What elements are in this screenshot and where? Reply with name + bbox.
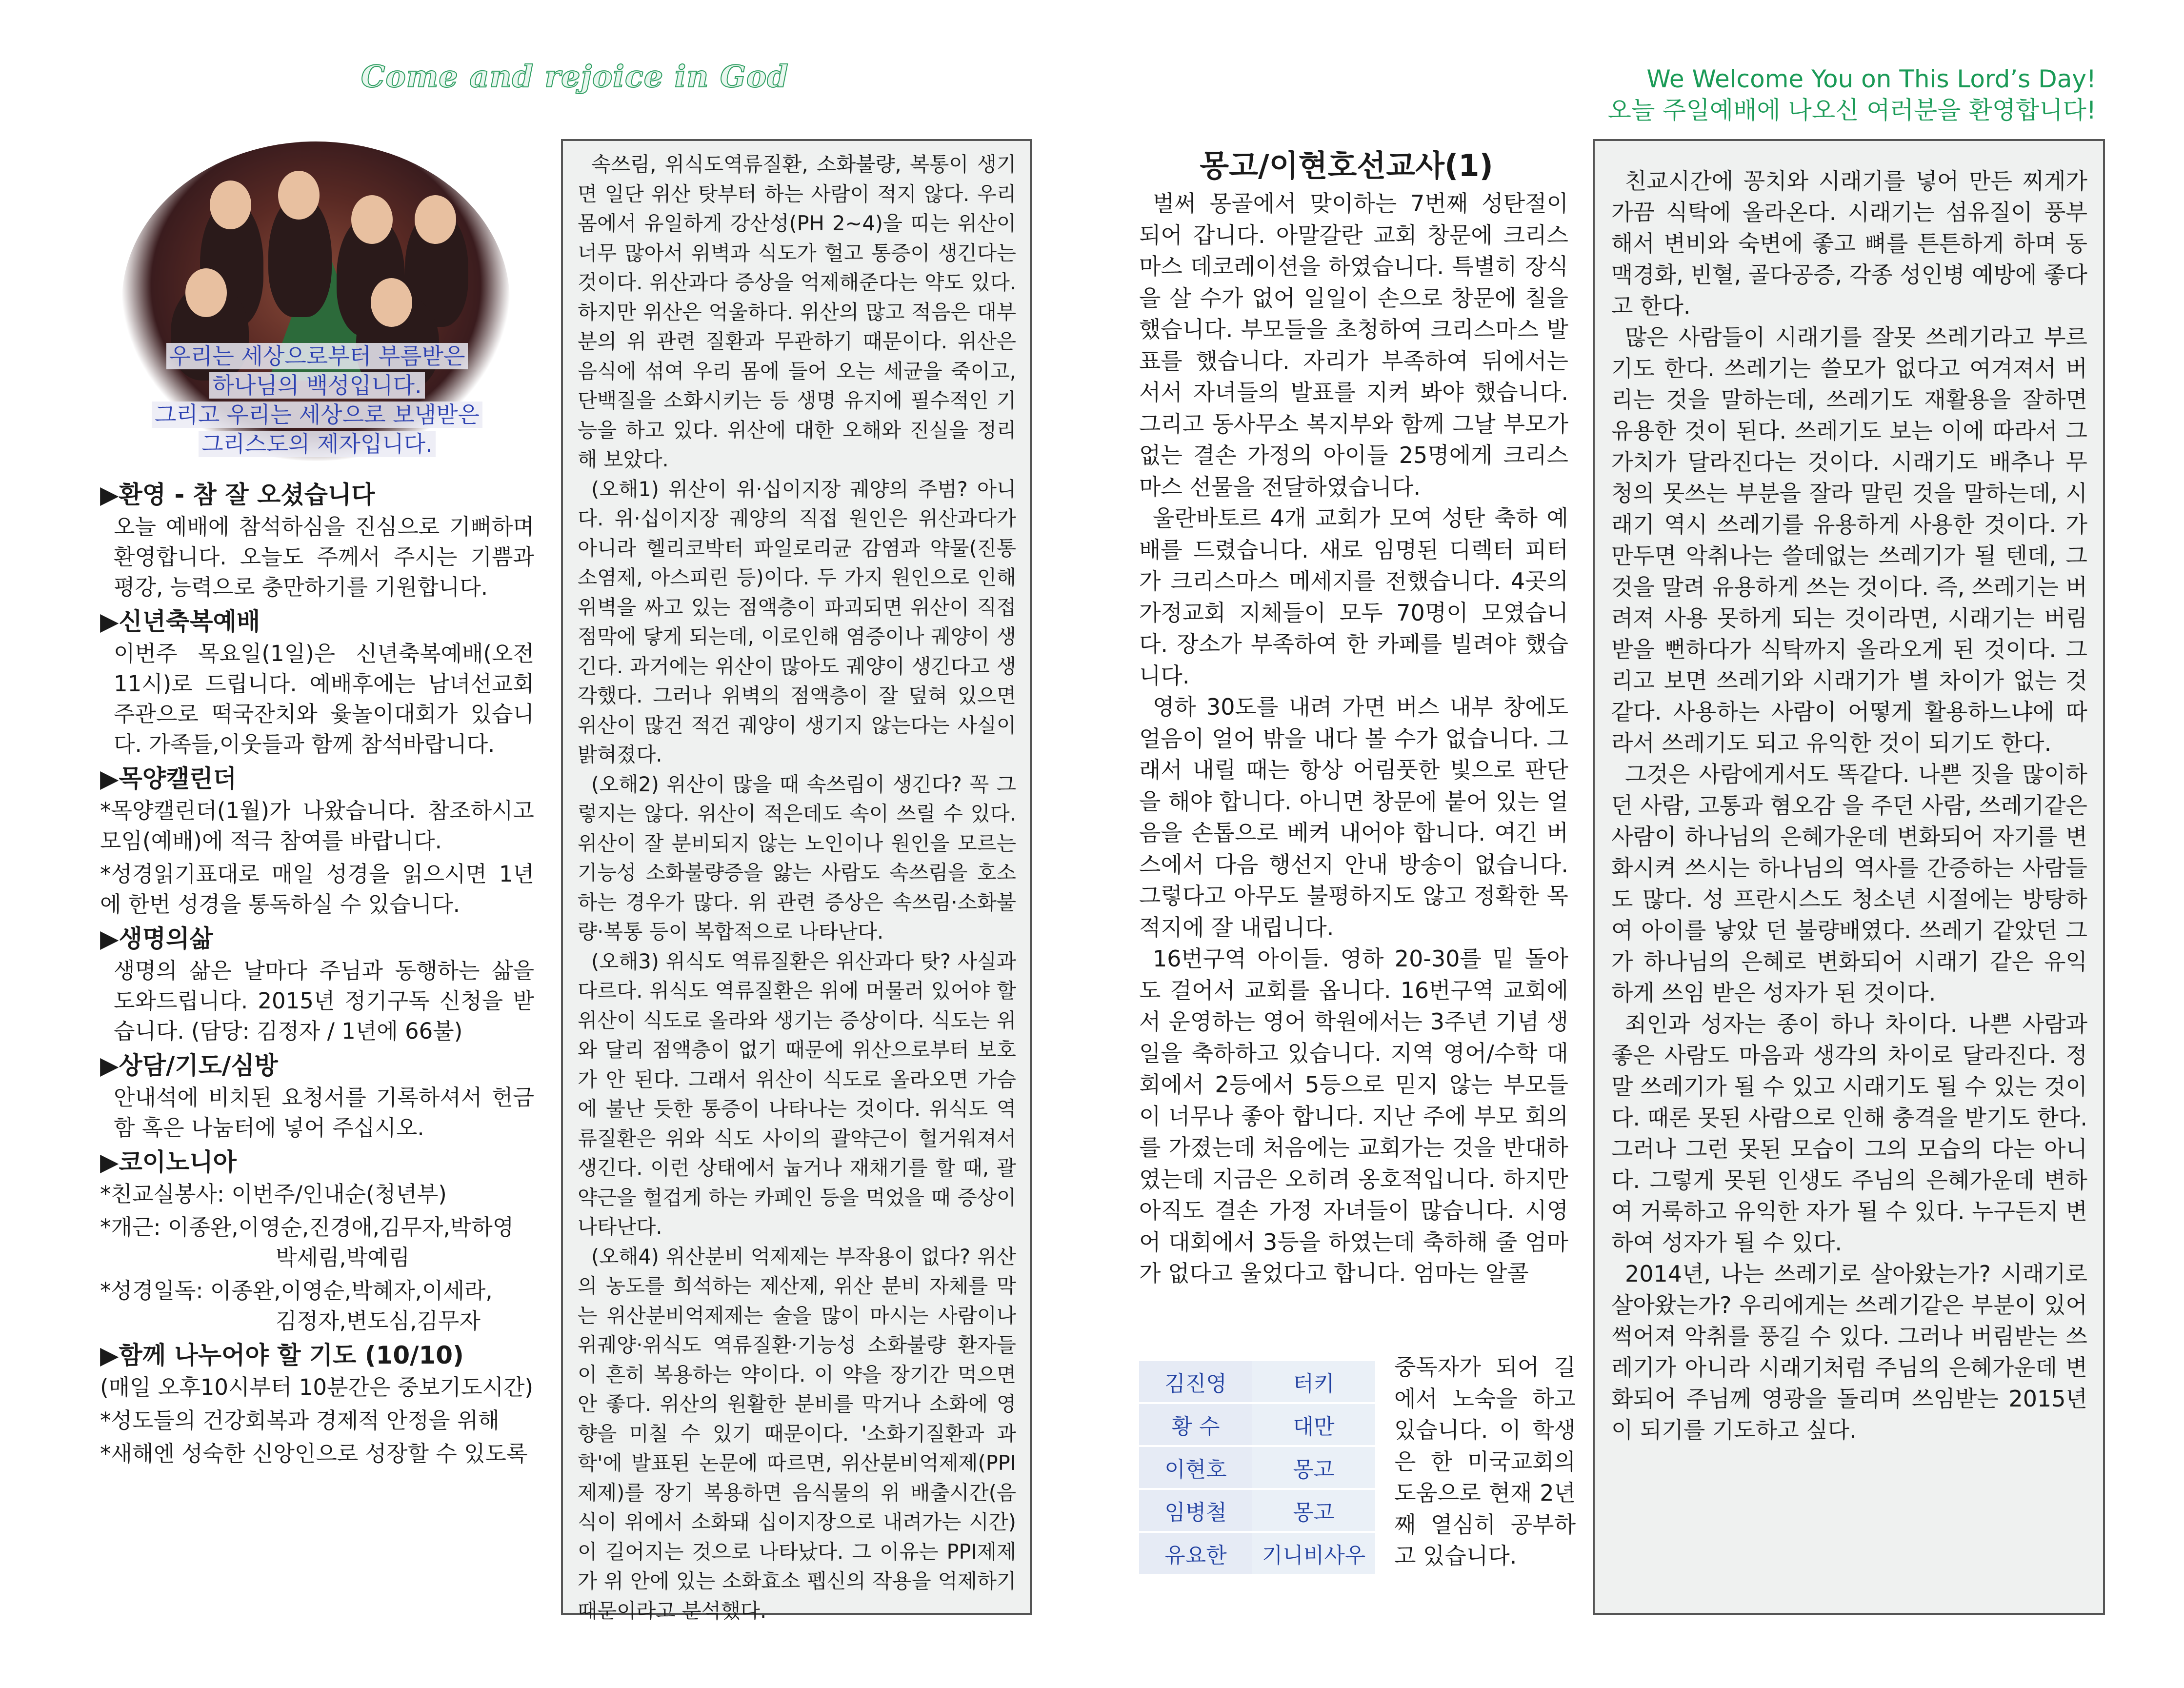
essay-paragraph: 2014년, 나는 쓰레기로 살아왔는가? 시래기로 살아왔는가? 우리에게는 쓰레기같은 부분이 있어 썩어져 악취를 풍길 수 있다. 그러나 버림받는 쓰레기가 아니라 시래기처럼 주님의 은혜가운데 변화되어 주님께 영광을 돌리며 쓰임받는 2015년이 되기를 기도하고 싶다. (1611, 1261, 2087, 1443)
koinonia-line: 박세림,박예림 (276, 1245, 410, 1270)
welcome-text: 오늘 예배에 참석하심을 진심으로 기뻐하며 환영합니다. 오늘도 주께서 주시는 기쁨과 평강, 능력으로 충만하기를 기원합니다. (114, 514, 534, 600)
section-title-newyear: ▶신년축복예배 (100, 607, 260, 636)
missionary-country: 몽고 (1252, 1446, 1375, 1489)
welcome-banner (1462, 63, 2096, 126)
photo-caption (132, 342, 502, 459)
mission-article-body (1139, 188, 1568, 1289)
section-title-koinonia: ▶코이노니아 (100, 1148, 237, 1176)
missionary-country: 대만 (1252, 1403, 1375, 1446)
article-paragraph: (오해2) 위산이 많을 때 속쓰림이 생긴다? 꼭 그렇지는 않다. 위산이 적은데도 속이 쓰릴 수 있다. 위산이 잘 분비되지 않는 노인이나 원인을 모르는 기능성 소화불량증을 앓는 사람도 속쓰림을 호소하는 경우가 많다. 위 관련 증상은 속쓰림·소화불량·복통 등이 복합적으로 나타난다. (578, 772, 1016, 944)
counsel-text: 안내석에 비치된 요청서를 기록하셔서 헌금함 혹은 나눔터에 넣어 주십시오. (114, 1085, 534, 1141)
section-title-life: ▶생명의삶 (100, 924, 213, 953)
caption-line: 그리고 우리는 세상으로 보냄받은 (152, 402, 482, 428)
koinonia-line: *성경일독: 이종완,이영순,박혜자,이세라, (100, 1278, 493, 1304)
caption-line: 우리는 세상으로부터 부름받은 (166, 343, 468, 369)
missionary-country: 기니비사우 (1252, 1532, 1375, 1575)
koinonia-line: 김정자,변도심,김무자 (276, 1308, 481, 1334)
section-title-welcome: ▶환영 - 참 잘 오셨습니다 (100, 481, 375, 509)
prayer-line: (매일 오후10시부터 10분간은 중보기도시간) (100, 1374, 534, 1400)
missionary-country: 몽고 (1252, 1489, 1375, 1532)
missionary-name: 이현호 (1139, 1446, 1252, 1489)
welcome-english: We Welcome You on This Lord’s Day! (1646, 65, 2096, 93)
essay-box (1593, 139, 2105, 1615)
newyear-text: 이번주 목요일(1일)은 신년축복예배(오전 11시)로 드립니다. 예배후에는 남녀선교회 주관으로 떡국잔치와 윷놀이대회가 있습니다. 가족들,이웃들과 함께 참석바랍니다. (114, 641, 534, 757)
mission-article-title: 몽고/이현호선교사(1) (1200, 148, 1493, 183)
health-article-box (561, 139, 1032, 1623)
article-paragraph: 영하 30도를 내려 가면 버스 내부 창에도 얼음이 얼어 밖을 내다 볼 수가 없습니다. 그래서 내릴 때는 항상 어림풋한 빛으로 판단을 해야 합니다. 아니면 창문에 붙어 있는 얼음을 손톱으로 베켜 내어야 합니다. 여긴 버스에서 다음 행선지 안내 방송이 없습니다. 그렇다고 아무도 불평하지도 않고 정확한 목적지에 잘 내립니다. (1139, 694, 1568, 941)
missionary-table-wrap (1139, 1361, 1375, 1576)
missionary-table (1139, 1361, 1375, 1576)
article-paragraph: (오해1) 위산이 위·십이지장 궤양의 주범? 아니다. 위·십이지장 궤양의 직접 원인은 위산과다가 아니라 헬리코박터 파일로리균 감염과 약물(진통소염제, 아스피린 등)이다. 두 가지 원인으로 인해 위벽을 싸고 있는 점액층이 파괴되면 위산이 직접 점막에 닿게 되는데, 이로인해 염증이나 궤양이 생긴다. 과거에는 위산이 많아도 궤양이 생긴다고 생각했다. 그러나 위벽의 점액층이 잘 덮혀 있으면 위산이 많건 적건 궤양이 생기지 않는다는 사실이 밝혀졌다. (578, 477, 1016, 766)
caption-line: 하나님의 백성입니다. (209, 372, 424, 399)
missionary-country: 터키 (1252, 1361, 1375, 1403)
section-title-prayer: ▶함께 나누어야 할 기도 (10/10) (100, 1341, 464, 1369)
mission-article-continuation: 중독자가 되어 길에서 노숙을 하고 있습니다. 이 학생은 한 미국교회의 도움으로 현재 2년째 열심히 공부하고 있습니다. (1394, 1354, 1576, 1569)
essay-paragraph: 많은 사람들이 시래기를 잘못 쓰레기라고 부르기도 한다. 쓰레기는 쓸모가 없다고 여겨져서 버리는 것을 말하는데, 쓰레기도 재활용을 잘하면 유용한 것이 된다. 쓰레기도 보는 이에 따라서 그 가치가 달라진다는 것이다. 시래기도 배추나 무청의 못쓰는 부분을 잘라 말린 것을 말하는데, 시래기 역시 쓰레기를 유용하게 사용한 것이다. 가만두면 악취나는 쓸데없는 쓰레기가 될 텐데, 그것을 말려 유용하게 쓰는 것이다. 즉, 쓰레기는 버려져 사용 못하게 되는 것이라면, 시래기는 버림받을 뻔하다가 식탁까지 올라오게 된 것이다. 그리고 보면 쓰레기와 시래기가 별 차이가 없는 것 같다. 사용하는 사람이 어떻게 활용하느냐에 따라서 쓰레기도 되고 유익한 것이 되기도 한다. (1611, 324, 2087, 756)
welcome-korean: 오늘 주일예배에 나오신 여러분을 환영합니다! (1607, 96, 2096, 124)
article-paragraph: 속쓰림, 위식도역류질환, 소화불량, 복통이 생기면 일단 위산 탓부터 하는 사람이 적지 않다. 우리 몸에서 유일하게 강산성(PH 2~4)을 띠는 위산이 너무 많아서 위벽과 식도가 헐고 통증이 생긴다는 것이다. 위산과다 증상을 억제해준다는 약도 있다. 하지만 위산은 억울하다. 위산의 많고 적음은 대부분의 위 관련 질환과 무관하기 때문이다. 위산은 음식에 섞여 우리 몸에 들어 오는 세균을 죽이고, 단백질을 소화시키는 등 생명 유지에 필수적인 기능을 하고 있다. 위산에 대한 오해와 진실을 정리해 보았다. (578, 152, 1016, 471)
missionary-name: 황 수 (1139, 1403, 1252, 1446)
missionary-name: 임병철 (1139, 1489, 1252, 1532)
article-paragraph: 16번구역 아이들. 영하 20-30를 밑 돌아도 걸어서 교회를 옵니다. 16번구역 교회에서 운영하는 영어 학원에서는 3주년 기념 생일을 축하하고 있습니다. 지역 영어/수학 대회에서 2등에서 5등으로 믿지 않는 부모들이 너무나 좋아 합니다. 지난 주에 부모 회의를 가졌는데 처음에는 교회가는 것을 반대하였는데 지금은 오히려 옹호적입니다. 하지만 아직도 결손 가정 자녀들이 많습니다. 시영어 대회에서 3등을 하였는데 축하해 줄 엄마가 없다고 울었다고 합니다. 엄마는 알콜 (1139, 945, 1568, 1286)
koinonia-line: *개근: 이종완,이영순,진경애,김무자,박하영 (100, 1214, 514, 1240)
prayer-line: *새해엔 성숙한 신앙인으로 성장할 수 있도록 (100, 1441, 528, 1467)
calendar-item: *목양캘린더(1월)가 나왔습니다. 참조하시고 모임(예배)에 적극 참여를 바랍니다. (100, 798, 534, 854)
missionary-name: 김진영 (1139, 1361, 1252, 1403)
table-row (1139, 1361, 1375, 1403)
article-paragraph: (오해3) 위식도 역류질환은 위산과다 탓? 사실과 다르다. 위식도 역류질환은 위에 머물러 있어야 할 위산이 식도로 올라와 생기는 증상이다. 식도는 위와 달리 점액층이 없기 때문에 위산으로부터 보호가 안 된다. 그래서 위산이 식도로 올라오면 가슴에 불난 듯한 통증이 나타나는 것이다. 위식도 역류질환은 위와 식도 사이의 괄약근이 헐거워져서 생긴다. 이런 상태에서 눕거나 재채기를 할 때, 괄약근을 헐겁게 하는 카페인 등을 먹었을 때 증상이 나타난다. (578, 949, 1016, 1239)
essay-paragraph: 죄인과 성자는 종이 하나 차이다. 나쁜 사람과 좋은 사람도 마음과 생각의 차이로 달라진다. 정말 쓰레기가 될 수 있고 시래기도 될 수 있는 것이다. 때론 못된 사람으로 인해 충격을 받기도 한다. 그러나 그런 못된 모습이 그의 모습의 다는 아니다. 그렇게 못된 인생도 주님의 은혜가운데 변하여 거룩하고 유익한 자가 될 수 있다. 누구든지 변하여 성자가 될 수 있다. (1611, 1011, 2087, 1256)
table-row (1139, 1532, 1375, 1575)
announcements-column (100, 476, 534, 1472)
essay-paragraph: 친교시간에 꽁치와 시래기를 넣어 만든 찌게가 가끔 식탁에 올라온다. 시래기는 섬유질이 풍부해서 변비와 숙변에 좋고 뼈를 튼튼하게 하며 동맥경화, 빈혈, 골다공증, 각종 성인병 예방에 좋다고 한다. (1611, 168, 2087, 319)
missionary-name: 유요한 (1139, 1532, 1252, 1575)
caption-line: 그리스도의 제자입니다. (199, 431, 436, 457)
section-title-calendar: ▶목양캘린더 (100, 764, 237, 793)
koinonia-line: *친교실봉사: 이번주/인내순(청년부) (100, 1181, 447, 1207)
table-row (1139, 1489, 1375, 1532)
article-paragraph: (오해4) 위산분비 억제제는 부작용이 없다? 위산의 농도를 희석하는 제산제, 위산 분비 자체를 막는 위산분비억제제는 술을 많이 마시는 사람이나 위궤양·위식도 역류질환·기능성 소화불량 환자들이 흔히 복용하는 약이다. 이 약을 장기간 먹으면 안 좋다. 위산의 원활한 분비를 막거나 소화에 영향을 미칠 수 있기 때문이다. '소화기질환과 과학'에 발표된 논문에 따르면, 위산분비억제제(PPI제제)를 장기 복용하면 음식물의 위 배출시간(음식이 위에서 소화돼 십이지장으로 내려가는 시간)이 길어지는 것으로 나타났다. 그 이유는 PPI제제가 위 안에 있는 소화효소 펩신의 작용을 억제하기 때문이라고 분석했다. (578, 1244, 1016, 1623)
prayer-line: *성도들의 건강회복과 경제적 안정을 위해 (100, 1407, 500, 1433)
section-title-counsel: ▶상담/기도/심방 (100, 1051, 278, 1080)
article-paragraph: 벌써 몽골에서 맞이하는 7번째 성탄절이 되어 갑니다. 아말갈란 교회 창문에 크리스마스 데코레이션을 하였습니다. 특별히 장식을 살 수가 없어 일일이 손으로 창문에 칠을 했습니다. 부모들을 초청하여 크리스마스 발표를 했습니다. 자리가 부족하여 뒤에서는 서서 자녀들의 발표를 지켜 봐야 했습니다. 그리고 동사무소 복지부와 함께 그날 부모가 없는 결손 가정의 아이들 25명에게 크리스마스 선물을 전달하였습니다. (1139, 190, 1568, 500)
calendar-item: *성경읽기표대로 매일 성경을 읽으시면 1년에 한번 성경을 통독하실 수 있습니다. (100, 861, 534, 917)
header-script-title: Come and rejoice in God (361, 59, 789, 94)
table-row (1139, 1403, 1375, 1446)
life-text: 생명의 삶은 날마다 주님과 동행하는 삶을 도와드립니다. 2015년 정기구독 신청을 받습니다. (담당: 김정자 / 1년에 66불) (114, 958, 534, 1044)
article-paragraph: 울란바토르 4개 교회가 모여 성탄 축하 예배를 드렸습니다. 새로 임명된 디렉터 피터가 크리스마스 메세지를 전했습니다. 4곳의 가정교회 지체들이 모두 70명이 모였습니다. 장소가 부족하여 한 카페를 빌려야 했습니다. (1139, 505, 1568, 689)
table-row (1139, 1446, 1375, 1489)
essay-paragraph: 그것은 사람에게서도 똑같다. 나쁜 짓을 많이하던 사람, 고통과 혐오감 을 주던 사람, 쓰레기같은 사람이 하나님의 은혜가운데 변화되어 자기를 변화시켜 쓰시는 하나님의 역사를 간증하는 사람들도 많다. 성 프란시스도 청소년 시절에는 방탕하여 아이를 낳았 던 불량배였다. 쓰레기 같았던 그가 하나님의 은혜로 변화되어 시래기 같은 유익하게 쓰임 받은 성자가 된 것이다. (1611, 761, 2087, 1006)
